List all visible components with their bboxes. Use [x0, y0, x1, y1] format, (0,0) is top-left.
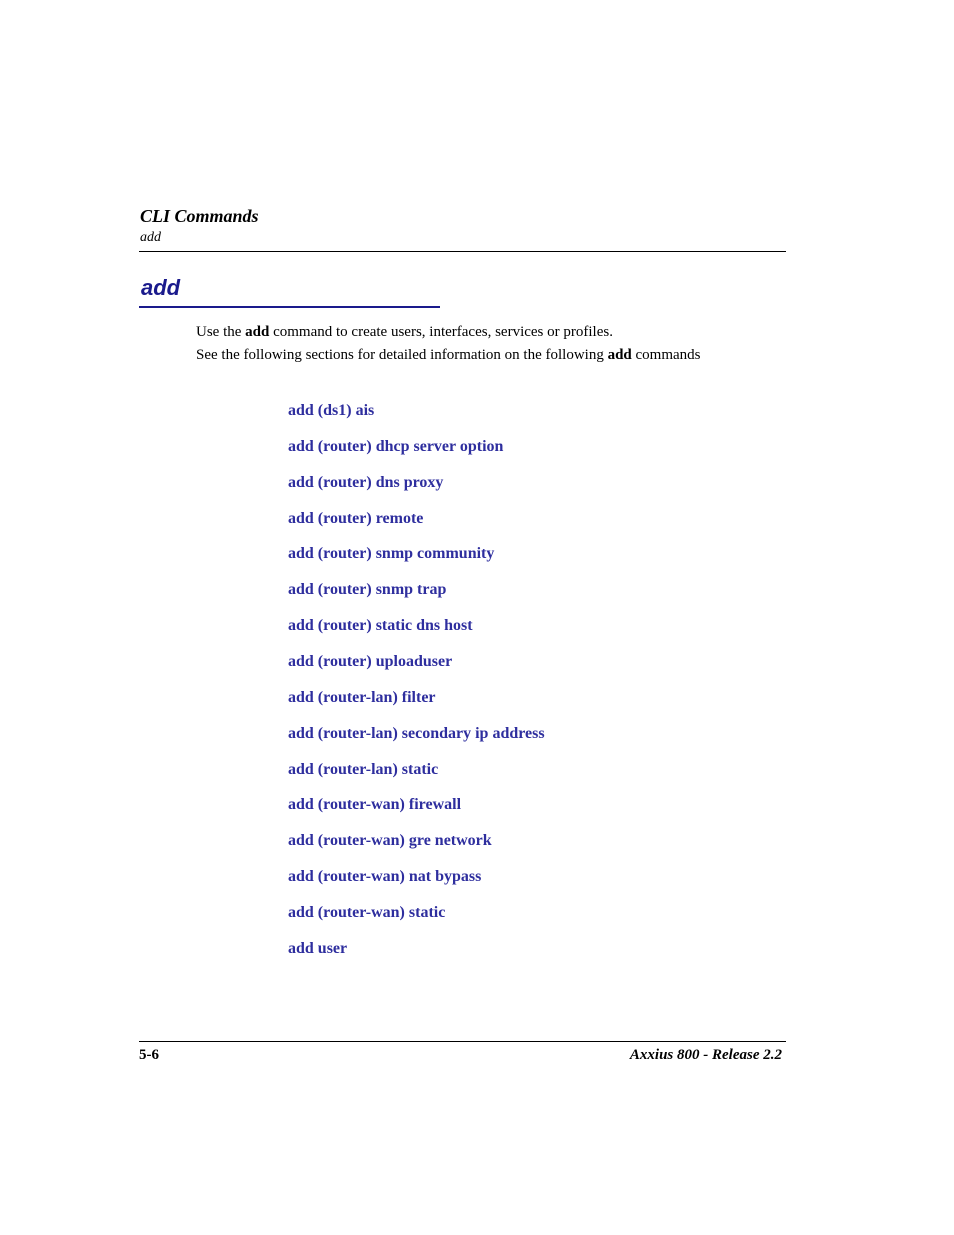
command-name: add	[245, 324, 270, 340]
list-item	[288, 473, 545, 509]
list-item	[288, 831, 545, 867]
link-add-router-lan-static[interactable]: add (router-lan) static	[288, 760, 439, 778]
intro-text: commands	[631, 347, 701, 363]
list-item	[288, 903, 545, 939]
list-item	[288, 616, 545, 652]
intro-text: command to create users, interfaces, services or profiles.	[269, 324, 613, 340]
link-add-router-wan-firewall[interactable]: add (router-wan) firewall	[288, 796, 462, 814]
section-underline	[139, 306, 440, 308]
link-add-ds1-ais[interactable]: add (ds1) ais	[288, 402, 375, 419]
link-add-router-lan-filter[interactable]: add (router-lan) filter	[288, 688, 436, 706]
intro-text: Use the	[196, 324, 246, 340]
link-add-router-wan-static[interactable]: add (router-wan) static	[288, 904, 446, 922]
footer-divider	[139, 1041, 786, 1042]
product-release: Axxius 800 - Release 2.2	[629, 1047, 782, 1063]
intro-paragraph-2	[196, 346, 701, 364]
link-add-router-wan-nat-bypass[interactable]: add (router-wan) nat bypass	[288, 868, 482, 886]
intro-paragraph-1	[196, 323, 613, 341]
link-add-router-uploaduser[interactable]: add (router) uploaduser	[288, 653, 453, 671]
list-item	[288, 795, 545, 831]
list-item	[288, 688, 545, 724]
list-item	[288, 401, 545, 437]
list-item	[288, 509, 545, 545]
link-add-router-remote[interactable]: add (router) remote	[288, 509, 424, 527]
list-item	[288, 437, 545, 473]
list-item	[288, 760, 545, 796]
list-item	[288, 580, 545, 616]
list-item	[288, 544, 545, 580]
chapter-title: CLI Commands	[140, 206, 259, 226]
list-item	[288, 939, 545, 975]
link-add-router-wan-gre-network[interactable]: add (router-wan) gre network	[288, 832, 492, 850]
link-add-router-lan-secondary-ip-address[interactable]: add (router-lan) secondary ip address	[288, 724, 545, 742]
link-add-router-snmp-trap[interactable]: add (router) snmp trap	[288, 581, 447, 599]
header-divider	[139, 251, 786, 252]
list-item	[288, 652, 545, 688]
page-number: 5-6	[139, 1047, 159, 1063]
intro-text: See the following sections for detailed information on the following	[196, 347, 608, 363]
list-item	[288, 724, 545, 760]
section-title: add	[141, 275, 181, 300]
running-subtitle: add	[140, 230, 161, 245]
command-link-list	[288, 401, 545, 975]
link-add-router-static-dns-host[interactable]: add (router) static dns host	[288, 617, 473, 635]
link-add-router-dns-proxy[interactable]: add (router) dns proxy	[288, 473, 444, 491]
link-add-router-dhcp-server-option[interactable]: add (router) dhcp server option	[288, 437, 504, 455]
link-add-user[interactable]: add user	[288, 939, 348, 957]
list-item	[288, 867, 545, 903]
link-add-router-snmp-community[interactable]: add (router) snmp community	[288, 545, 495, 563]
command-name: add	[607, 347, 632, 363]
